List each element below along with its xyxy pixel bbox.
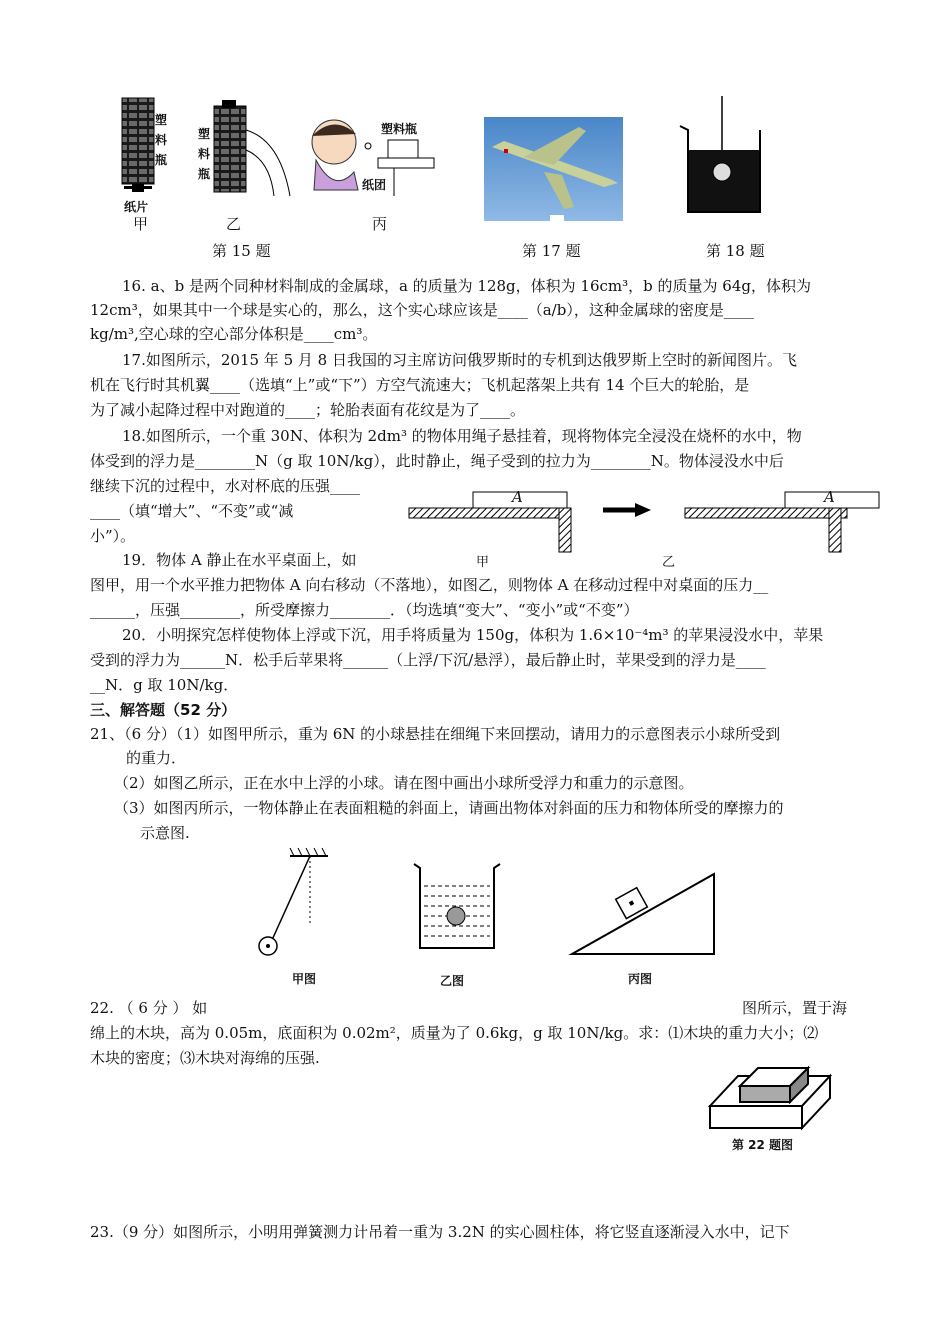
fig17-caption: 第 17 题	[522, 242, 581, 260]
q21-line1: 21、（6 分）（1）如图甲所示，重为 6N 的小球悬挂在细绳下来回摆动，请用力的示意图表示小球所受到	[90, 725, 781, 743]
fig15-b-diagram	[210, 100, 300, 200]
q22-line2: 绵上的木块，高为 0.05m，底面积为 0.02m²，质量为了 0.6kg，g 取 10N/kg。求：⑴木块的重力大小；⑵	[90, 1024, 819, 1042]
fig19-diagram	[405, 490, 885, 556]
fig15-sub-a: 甲	[133, 215, 149, 233]
q18-line1: 18.如图所示，一个重 30N、体积为 2dm³ 的物体用绳子悬挂着，现将物体完全浸没在烧杯的水中，物	[122, 427, 802, 445]
fig15-caption: 第 15 题	[212, 242, 271, 260]
q18-line5: 小”）。	[90, 527, 136, 545]
q19-line1: 19．物体 A 静止在水平桌面上，如	[122, 551, 357, 569]
q17-line1: 17.如图所示，2015 年 5 月 8 日我国的习主席访问俄罗斯时的专机到达俄罗斯上空时的新闻图片。飞	[122, 351, 797, 369]
fig15-sub-c: 丙	[372, 215, 388, 233]
fig21-label-c: 丙图	[628, 972, 653, 986]
q18-line3: 继续下沉的过程中，水对杯底的压强____	[90, 477, 361, 495]
fig21-beaker-ball	[412, 860, 502, 952]
q21-line2: 的重力．	[126, 749, 187, 767]
q20-line3: __N．g 取 10N/kg．	[90, 676, 239, 694]
fig15-bottle-label-a: 塑料瓶	[155, 113, 168, 167]
fig21-label-b: 乙图	[440, 974, 465, 988]
q21-line4: （3）如图丙所示，一物体静止在表面粗糙的斜面上，请画出物体对斜面的压力和物体所受的摩擦力的	[114, 799, 784, 817]
fig22-block-on-sponge	[704, 1060, 834, 1134]
q21-line5: 示意图.	[140, 824, 190, 842]
q20-line1: 20．小明探究怎样使物体上浮或下沉，用手将质量为 150g，体积为 1.6×10⁻⁴m³ 的苹果浸没水中，苹果	[122, 626, 824, 644]
fig21-pendulum	[258, 846, 338, 966]
fig18-beaker-diagram	[676, 96, 772, 216]
q16-line3: kg/m³,空心球的空心部分体积是____cm³。	[90, 325, 378, 343]
q22-line1a: 22. （ 6 分 ） 如	[90, 999, 208, 1017]
q23-line1: 23.（9 分）如图所示，小明用弹簧测力计吊着一重为 3.2N 的实心圆柱体，将它竖直逐渐浸入水中，记下	[90, 1223, 790, 1241]
q19-fig-label-a: 甲	[476, 555, 490, 570]
q18-line2: 体受到的浮力是________N（g 取 10N/kg），此时静止，绳子受到的拉力为________N。物体浸没水中后	[90, 452, 784, 470]
fig18-caption: 第 18 题	[706, 242, 765, 260]
q22-line3: 木块的密度；⑶木块对海绵的压强.	[90, 1049, 320, 1067]
fig15-paper-card-label: 纸片	[124, 200, 149, 214]
q19-fig-label-b: 乙	[662, 555, 676, 570]
fig21-label-a: 甲图	[292, 972, 317, 986]
q16-line2: 12cm³，如果其中一个球是实心的，那么，这个实心球应该是____（a/b），这种金属球的密度是____	[90, 301, 754, 319]
q17-line3: 为了减小起降过程中对跑道的____；轮胎表面有花纹是为了____。	[90, 401, 526, 419]
q19-line3: ______，压强________，所受摩擦力________．（均选填“变大”、“变小”或“不变”）	[90, 601, 639, 619]
q18-line4: ____（填“增大”、“不变”或“减	[90, 502, 294, 520]
fig19-block-a-right: A	[824, 488, 835, 506]
fig15-bottle-label-b: 塑料瓶	[198, 127, 211, 181]
q21-line3: （2）如图乙所示，正在水中上浮的小球。请在图中画出小球所受浮力和重力的示意图。	[114, 774, 694, 792]
fig22-caption: 第 22 题图	[732, 1138, 794, 1152]
q16-line1: 16. a、b 是两个同种材料制成的金属球，a 的质量为 128g，体积为 16cm³，b 的质量为 64g，体积为	[122, 277, 811, 295]
fig19-block-a-left: A	[512, 488, 523, 506]
fig21-incline	[570, 870, 720, 960]
q19-line2: 图甲，用一个水平推力把物体 A 向右移动（不落地），如图乙，则物体 A 在移动过程中对桌面的压力__	[90, 576, 769, 594]
q20-line2: 受到的浮力为______N．松手后苹果将______（上浮/下沉/悬浮），最后静止时，苹果受到的浮力是____	[90, 651, 766, 669]
q22-line1b: 图所示，置于海	[742, 999, 848, 1017]
fig15-paper-ball-label: 纸团	[362, 178, 387, 192]
fig17-airplane-photo	[484, 117, 623, 221]
q17-line2: 机在飞行时其机翼____（选填“上”或“下”）方空气流速大；飞机起落架上共有 14 个巨大的轮胎，是	[90, 376, 750, 394]
fig15-bottle-label-c: 塑料瓶	[381, 122, 418, 136]
section3-title: 三、解答题（52 分）	[90, 701, 237, 719]
fig15-sub-b: 乙	[226, 215, 242, 233]
